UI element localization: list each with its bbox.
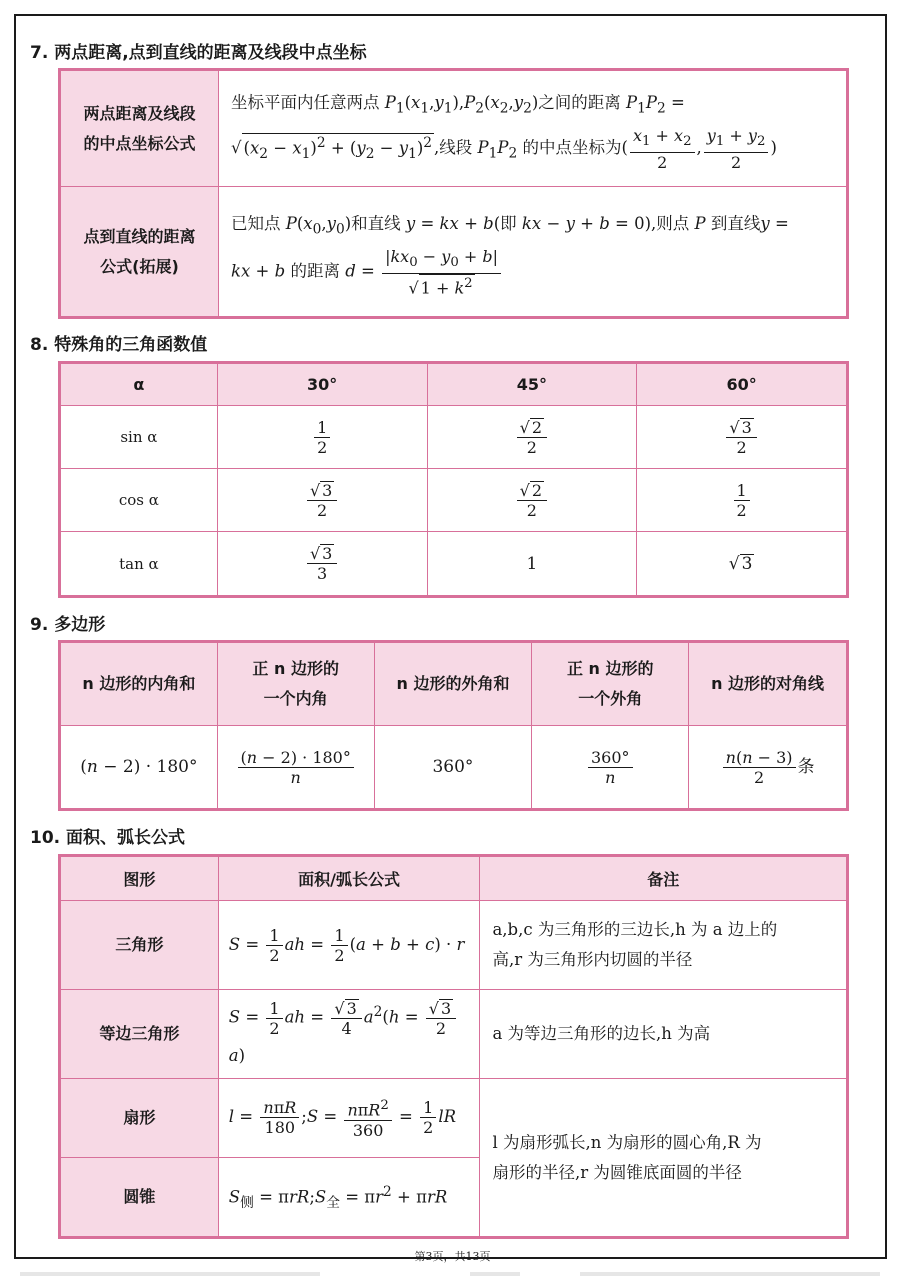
sin-45: $\frac{√ 2}{2}$ bbox=[427, 406, 637, 469]
shape-header: 图形 bbox=[61, 857, 219, 901]
label-line: 公式(拓展) bbox=[100, 256, 179, 276]
regular-interior-formula: $\frac{(n - 2) \cdot 180^\circ}{n}$ bbox=[217, 726, 374, 809]
regular-interior-header bbox=[217, 643, 374, 726]
regular-exterior-header bbox=[532, 643, 689, 726]
trig-row-cos: cos α bbox=[61, 469, 218, 532]
trig-row-sin: sin α bbox=[61, 406, 218, 469]
header-line: 一个外角 bbox=[578, 689, 643, 708]
page-footer: 第3页，共13页 bbox=[414, 1250, 491, 1263]
triangle-note bbox=[480, 901, 847, 990]
note-line: l 为扇形弧长,n 为扇形的圆心角,R 为 bbox=[492, 1132, 762, 1152]
section-9-title: 9. 多边形 bbox=[30, 615, 106, 635]
area-table bbox=[60, 856, 847, 1237]
note-line: 高,r 为三角形内切圆的半径 bbox=[492, 950, 693, 969]
section-10-title: 10. 面积、弧长公式 bbox=[30, 828, 186, 848]
exterior-sum-value: 360° bbox=[374, 726, 532, 809]
equilateral-note: a 为等边三角形的边长,h 为高 bbox=[480, 990, 847, 1079]
bottom-rule-mid bbox=[470, 1272, 520, 1276]
label-line: 点到直线的距离 bbox=[83, 226, 196, 246]
regular-exterior-formula: $\frac{360^\circ}{n}$ bbox=[532, 726, 689, 809]
point-line-distance-label bbox=[61, 187, 219, 317]
midpoint-formula-text: 坐标平面内任意两点 $P_1(x_1,y_1),P_2(x_2,y_2)$之间的距离 $P_1P_2$ = √ $(x_2 - x_1)^2 + (y_2 - y_1)^2$ ,线段 $P_1P_2$ 的中点坐标为( $\frac{x_1 + x_2}{2}$ , $\frac{y_1 + y_2}{2}$ ) bbox=[219, 71, 847, 187]
exterior-sum-header: n 边形的外角和 bbox=[374, 643, 532, 726]
sector-cone-note bbox=[480, 1079, 847, 1237]
sin-60: $\frac{√ 3}{2}$ bbox=[637, 406, 847, 469]
triangle-formula: S = $\frac{1}{2}$ ah = $\frac{1}{2}$ (a + b + c) · r bbox=[218, 901, 480, 990]
trig-table bbox=[60, 363, 847, 596]
point-line-distance-text: 已知点 $P(x_0,y_0)$和直线 y = kx + b(即 kx − y + b = 0),则点 P 到直线y = kx + b 的距离 d = $\frac{|kx_0 - y_0 + b|}{√ 1 + k^2}$ bbox=[219, 187, 847, 317]
cos-60: $\frac{1}{2}$ bbox=[637, 469, 847, 532]
note-line: a,b,c 为三角形的三边长,h 为 a 边上的 bbox=[492, 920, 778, 939]
trig-row-tan: tan α bbox=[61, 532, 218, 596]
midpoint-formula-label bbox=[61, 71, 219, 187]
trig-header-60: 60° bbox=[637, 364, 847, 406]
note-line: 扇形的半径,r 为圆锥底面圆的半径 bbox=[492, 1162, 742, 1182]
distance-table bbox=[60, 70, 847, 317]
bottom-rule-left bbox=[20, 1272, 320, 1276]
sin-30: $\frac{1}{2}$ bbox=[217, 406, 427, 469]
section-7-title: 7. 两点距离,点到直线的距离及线段中点坐标 bbox=[30, 43, 367, 63]
cone-formula: $S_侧$ = $\pi rR;S_全 = \pi r^2 + \pi rR$ bbox=[218, 1158, 480, 1237]
shape-sector: 扇形 bbox=[61, 1079, 219, 1158]
formula-header: 面积/弧长公式 bbox=[218, 857, 480, 901]
shape-triangle: 三角形 bbox=[61, 901, 219, 990]
diagonals-header: n 边形的对角线 bbox=[689, 643, 847, 726]
polygon-table bbox=[60, 642, 847, 809]
trig-header-alpha: α bbox=[61, 364, 218, 406]
diagonals-formula: $\frac{n(n - 3)}{2}$ 条 bbox=[689, 726, 847, 809]
cos-30: $\frac{√ 3}{2}$ bbox=[217, 469, 427, 532]
bottom-rule-right bbox=[580, 1272, 880, 1276]
tan-60: √ 3 bbox=[637, 532, 847, 596]
tan-30: $\frac{√ 3}{3}$ bbox=[217, 532, 427, 596]
header-line: 一个内角 bbox=[263, 689, 328, 708]
section-8-title: 8. 特殊角的三角函数值 bbox=[30, 335, 208, 355]
label-line: 两点距离及线段 bbox=[83, 103, 196, 123]
sector-formula: l = $\frac{\text{nπR}}{180}$ ;S = $\frac{n\pi R^2}{360}$ = $\frac{1}{2}$ lR bbox=[218, 1079, 480, 1158]
diagonal-unit: 条 bbox=[797, 756, 815, 777]
tan-45: 1 bbox=[427, 532, 637, 596]
equilateral-formula: S = $\frac{1}{2}$ ah = $\frac{√ 3}{4}$ $a^2(h$ = $\frac{√ 3}{2}$ a) bbox=[218, 990, 480, 1079]
shape-cone: 圆锥 bbox=[61, 1158, 219, 1237]
shape-equilateral: 等边三角形 bbox=[61, 990, 219, 1079]
label-line: 的中点坐标公式 bbox=[83, 133, 196, 153]
interior-sum-header: n 边形的内角和 bbox=[61, 643, 218, 726]
trig-header-45: 45° bbox=[427, 364, 637, 406]
cos-45: $\frac{√ 2}{2}$ bbox=[427, 469, 637, 532]
header-line: 正 n 边形的 bbox=[566, 659, 654, 678]
note-header: 备注 bbox=[480, 857, 847, 901]
trig-header-30: 30° bbox=[217, 364, 427, 406]
header-line: 正 n 边形的 bbox=[252, 659, 339, 678]
interior-sum-formula: (n − 2) · 180° bbox=[61, 726, 218, 809]
